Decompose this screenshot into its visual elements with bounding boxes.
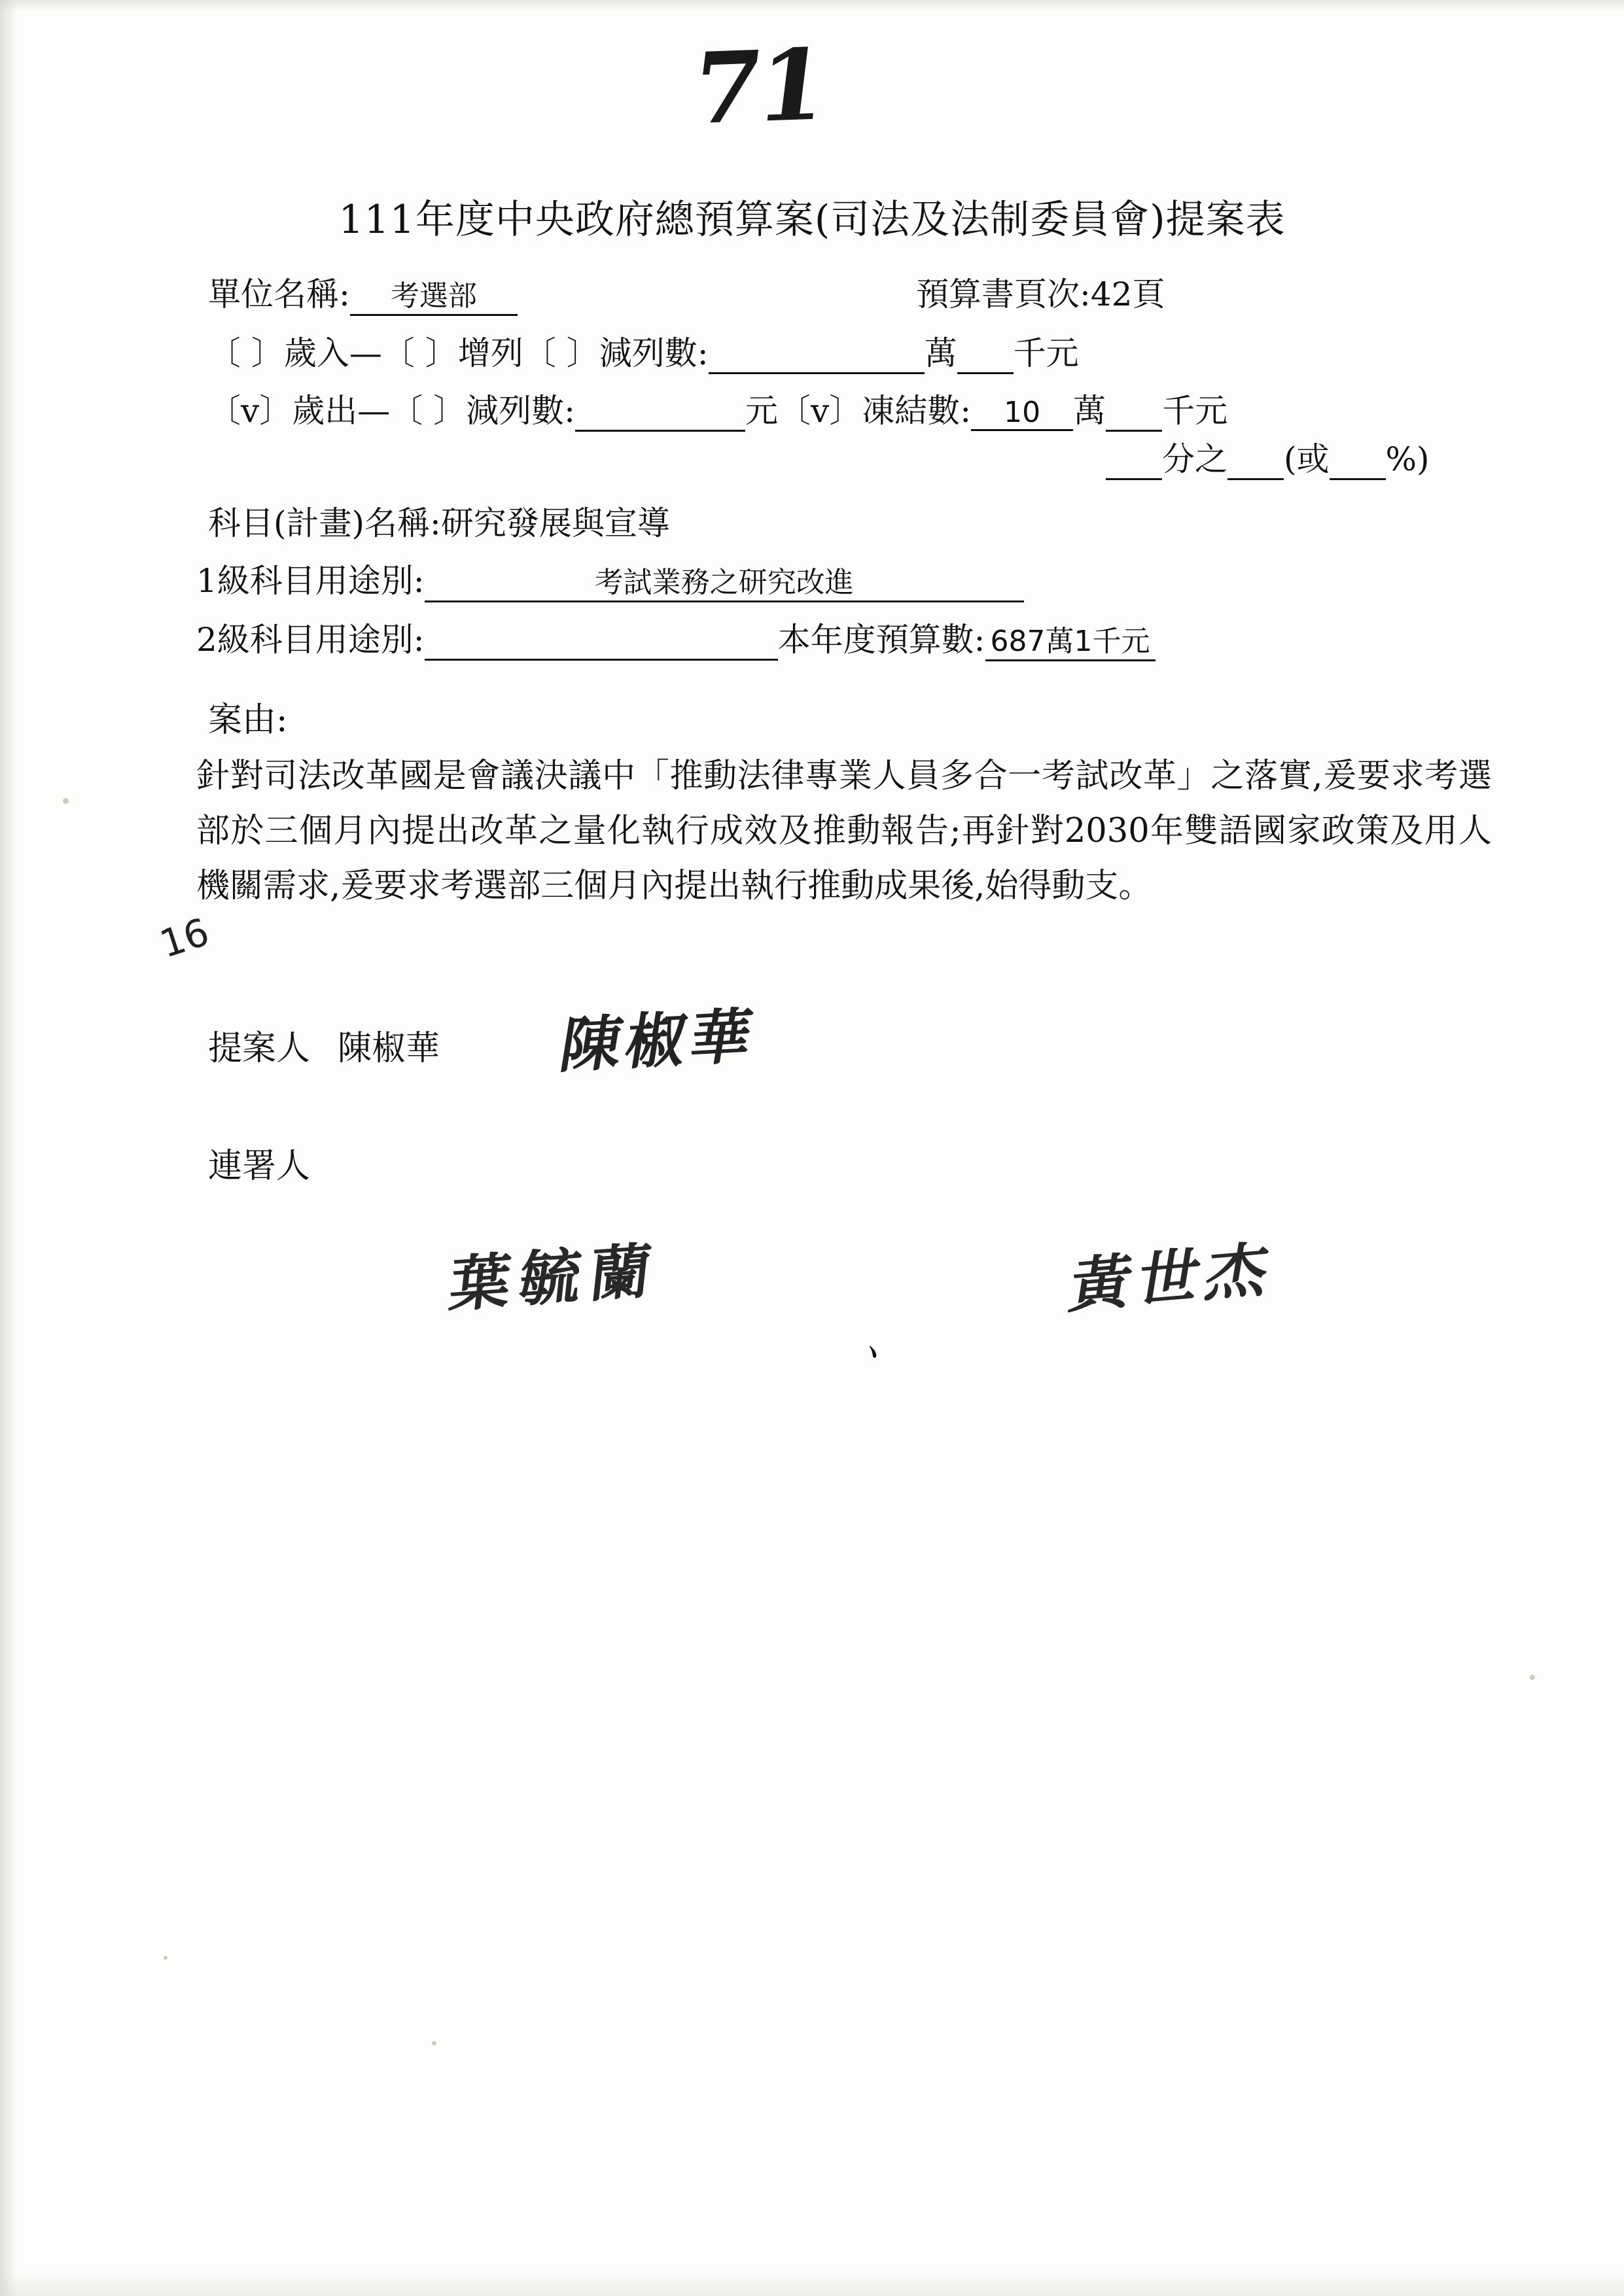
- proposer-name: 陳椒華: [338, 1029, 440, 1068]
- handwritten-page-number: 71: [686, 27, 830, 147]
- expense-row: [208, 385, 1227, 432]
- expense-text-1: 歲出—: [292, 392, 391, 430]
- income-text-2: 增列: [457, 334, 523, 372]
- budget-page-value: 42頁: [1090, 275, 1165, 313]
- income-row: [208, 327, 1079, 374]
- income-checkbox-2[interactable]: 〔 〕: [381, 334, 458, 372]
- fraction-numerator-field[interactable]: [1106, 440, 1162, 480]
- proposer-label: 提案人: [208, 1029, 311, 1068]
- fraction-percent-field[interactable]: [1330, 440, 1386, 480]
- subject-name-row: [208, 497, 670, 544]
- income-text-3: 減列數:: [599, 334, 709, 372]
- expense-freeze-amount-field[interactable]: 10: [971, 396, 1073, 431]
- case-body-text: 針對司法改革國是會議決議中「推動法律專業人員多合一考試改革」之落實,爰要求考選部於三個月內提出改革之量化執行成效及推動報告;再針對2030年雙語國家政策及用人機關需求,爰要求考選部三個月內提出執行推動成果後,始得動支。: [196, 757, 1492, 905]
- subject-name-value: 研究發展與宣導: [440, 504, 670, 542]
- fraction-text-3: %): [1385, 440, 1430, 478]
- expense-cut-amount-field[interactable]: [575, 392, 745, 432]
- fraction-denominator-field[interactable]: [1227, 440, 1284, 480]
- case-label: 案由:: [208, 701, 288, 740]
- unit-name-label: 單位名稱:: [208, 275, 350, 313]
- expense-checkbox-1[interactable]: 〔v〕: [208, 392, 292, 430]
- scan-edge-shadow-bottom: [0, 2270, 1624, 2296]
- income-unit-qian: 千元: [1013, 334, 1079, 372]
- scan-speck: [432, 2041, 436, 2045]
- income-checkbox-1[interactable]: 〔 〕: [208, 334, 284, 372]
- fraction-text-1: 分之: [1162, 440, 1227, 478]
- subject-name-label: 科目(計畫)名稱:: [208, 504, 441, 542]
- income-unit-wan: 萬: [924, 334, 957, 372]
- budget-page-label: 預算書頁次:: [916, 275, 1091, 313]
- cosigner-label: 連署人: [208, 1147, 311, 1186]
- cosigner-signature-2: 黃世杰: [1065, 1234, 1280, 1322]
- fraction-row: [1106, 433, 1430, 480]
- level1-row: [196, 555, 1024, 602]
- cosigner-signature-1: 葉毓蘭: [446, 1236, 664, 1320]
- year-budget-value: 687萬1千元: [985, 617, 1156, 661]
- scan-edge-shadow-left: [0, 0, 17, 2296]
- cosigner-separator: 、: [862, 1317, 915, 1374]
- page-title: 111年度中央政府總預算案(司法及法制委員會)提案表: [338, 197, 1286, 243]
- level2-row: [196, 614, 1156, 661]
- level2-value-field[interactable]: [425, 621, 778, 661]
- income-amount-wan-field[interactable]: [709, 334, 925, 374]
- proposer-row: [208, 1020, 440, 1070]
- scan-speck: [1530, 1675, 1535, 1680]
- scan-edge-shadow-top: [0, 0, 1624, 12]
- level1-label: 1級科目用途別:: [196, 562, 425, 600]
- expense-text-2: 減列數:: [466, 392, 576, 430]
- expense-text-3: 凍結數:: [862, 392, 972, 430]
- unit-name-value: 考選部: [350, 272, 518, 316]
- expense-checkbox-3[interactable]: 〔v〕: [778, 392, 862, 430]
- scan-speck: [63, 798, 69, 804]
- margin-handwritten-mark: 16: [154, 909, 215, 967]
- income-amount-qian-field[interactable]: [957, 334, 1014, 374]
- proposer-signature: 陳椒華: [555, 1001, 761, 1081]
- unit-name-row: [208, 268, 518, 316]
- expense-checkbox-2[interactable]: 〔 〕: [390, 392, 467, 430]
- year-budget-label: 本年度預算數:: [777, 621, 985, 659]
- expense-unit-yuan: 元: [745, 392, 779, 430]
- level2-label: 2級科目用途別:: [196, 621, 425, 659]
- income-checkbox-3[interactable]: 〔 〕: [523, 334, 599, 372]
- fraction-text-2: (或: [1284, 440, 1330, 478]
- income-text-1: 歲入—: [283, 334, 382, 372]
- budget-page-row: [916, 268, 1165, 315]
- scan-speck: [164, 1956, 168, 1960]
- expense-freeze-qian-field[interactable]: [1106, 392, 1162, 432]
- expense-unit-qian: 千元: [1162, 392, 1228, 430]
- expense-unit-wan: 萬: [1073, 392, 1106, 430]
- level1-value[interactable]: 考試業務之研究改進: [425, 559, 1024, 602]
